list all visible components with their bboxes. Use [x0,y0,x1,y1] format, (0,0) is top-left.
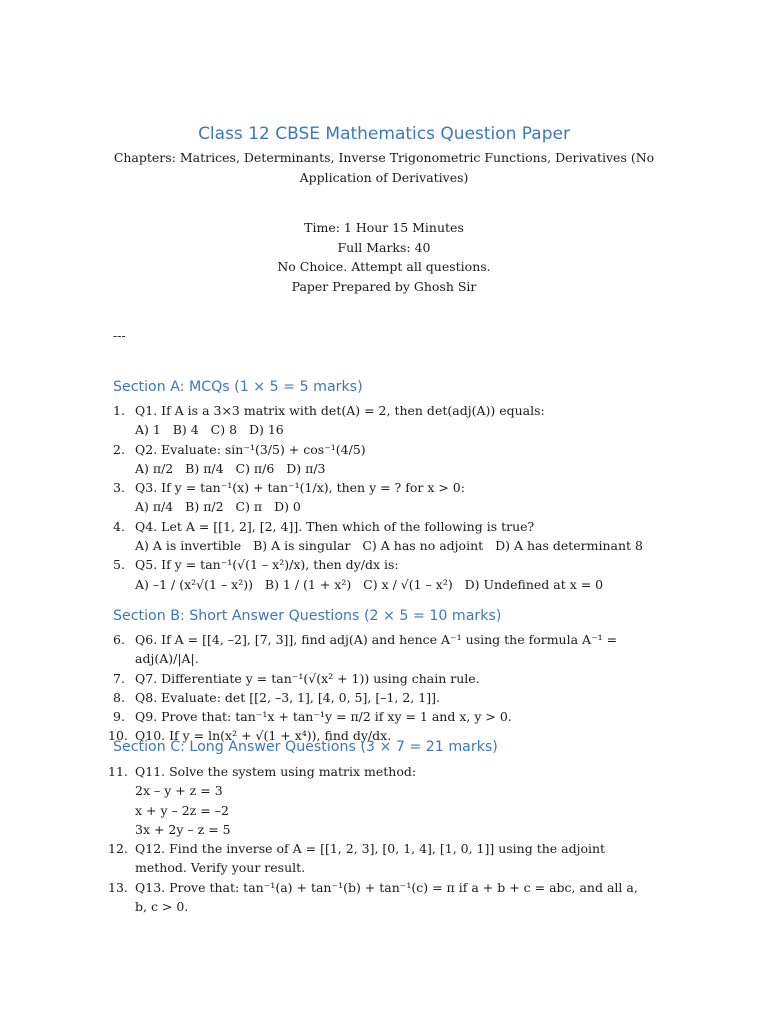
question-text: Q6. If A = [[4, –2], [7, 3]], find adj(A) and hence A⁻¹ using the formula A⁻¹ = adj(A)/|A|. [135,632,618,667]
divider: --- [113,328,126,343]
full-marks-line: Full Marks: 40 [337,239,431,255]
question-item [113,440,673,459]
question-text: Q10. If y = ln(x² + √(1 + x⁴)), find dy/dx. [135,728,392,744]
question-item [108,878,638,917]
question-options: A) 1 B) 4 C) 8 D) 16 [135,422,284,438]
paper-meta [0,218,768,296]
time-line: Time: 1 Hour 15 Minutes [304,220,464,235]
question-number: 3. [113,480,125,496]
question-number: 10. [108,728,128,744]
question-number: 12. [108,841,128,857]
question-number: 13. [108,879,128,895]
question-item [113,555,673,574]
section-a-title: Section A: MCQs (1 × 5 = 5 marks) [113,379,363,395]
question-text: Q2. Evaluate: sin⁻¹(3/5) + cos⁻¹(4/5) [135,441,366,457]
question-text: Q11. Solve the system using matrix method: [135,764,417,779]
chapters-line: Chapters: Matrices, Determinants, Inverse Trigonometric Functions, Derivatives (No Application of Derivatives) [113,150,655,185]
question-text: Q1. If A is a 3×3 matrix with det(A) = 2, then det(adj(A)) equals: [135,403,545,418]
section-c-questions [108,762,638,916]
question-options: A) π/4 B) π/2 C) π D) 0 [135,499,301,515]
equation-line: x + y – 2z = –2 [135,802,229,818]
question-options: A) –1 / (x²√(1 – x²)) B) 1 / (1 + x²) C) x / √(1 – x²) D) Undefined at x = 0 [135,576,604,592]
question-text: Q5. If y = tan⁻¹(√(1 – x²)/x), then dy/dx is: [135,557,399,573]
question-text: Q9. Prove that: tan⁻¹x + tan⁻¹y = π/2 if xy = 1 and x, y > 0. [135,709,512,725]
section-c-title: Section C: Long Answer Questions (3 × 7 = 21 marks) [113,739,498,755]
section-b-questions [108,630,673,746]
question-text: Q12. Find the inverse of A = [[1, 2, 3], [0, 1, 4], [1, 0, 1]] using the adjoint method. Verify your result. [135,841,606,876]
instruction-line: No Choice. Attempt all questions. [277,259,491,274]
question-text: Q8. Evaluate: det [[2, –3, 1], [4, 0, 5], [–1, 2, 1]]. [135,689,440,705]
question-text: Q3. If y = tan⁻¹(x) + tan⁻¹(1/x), then y = ? for x > 0: [135,480,465,496]
question-item [113,478,673,497]
question-number: 8. [113,689,125,705]
question-text: Q7. Differentiate y = tan⁻¹(√(x² + 1)) using chain rule. [135,670,480,686]
question-number: 2. [113,441,125,457]
question-number: 6. [113,632,125,647]
question-options: A) A is invertible B) A is singular C) A has no adjoint D) A has determinant 8 [135,538,643,554]
question-item [113,630,673,669]
section-b-title: Section B: Short Answer Questions (2 × 5 = 10 marks) [113,608,502,624]
paper-title: Class 12 CBSE Mathematics Question Paper [198,124,570,144]
question-number: 7. [113,670,125,686]
question-item [113,517,673,536]
prepared-by-line: Paper Prepared by Ghosh Sir [291,278,477,294]
question-item [113,669,673,688]
question-item [113,401,673,420]
question-number: 11. [108,764,128,779]
question-item [113,688,673,707]
question-item [108,839,638,878]
question-text: Q4. Let A = [[1, 2], [2, 4]]. Then which of the following is true? [135,518,535,534]
equation-line: 2x – y + z = 3 [135,783,223,799]
question-number: 9. [113,709,125,725]
question-text: Q13. Prove that: tan⁻¹(a) + tan⁻¹(b) + tan⁻¹(c) = π if a + b + c = abc, and all a, b, c > 0. [135,879,638,915]
question-item [108,762,638,781]
section-a-questions [113,401,673,594]
question-options: A) π/2 B) π/4 C) π/6 D) π/3 [135,460,326,476]
question-number: 4. [113,518,125,534]
equation-line: 3x + 2y – z = 5 [135,821,231,837]
question-item [113,707,673,726]
question-number: 1. [113,403,125,418]
question-number: 5. [113,557,125,573]
